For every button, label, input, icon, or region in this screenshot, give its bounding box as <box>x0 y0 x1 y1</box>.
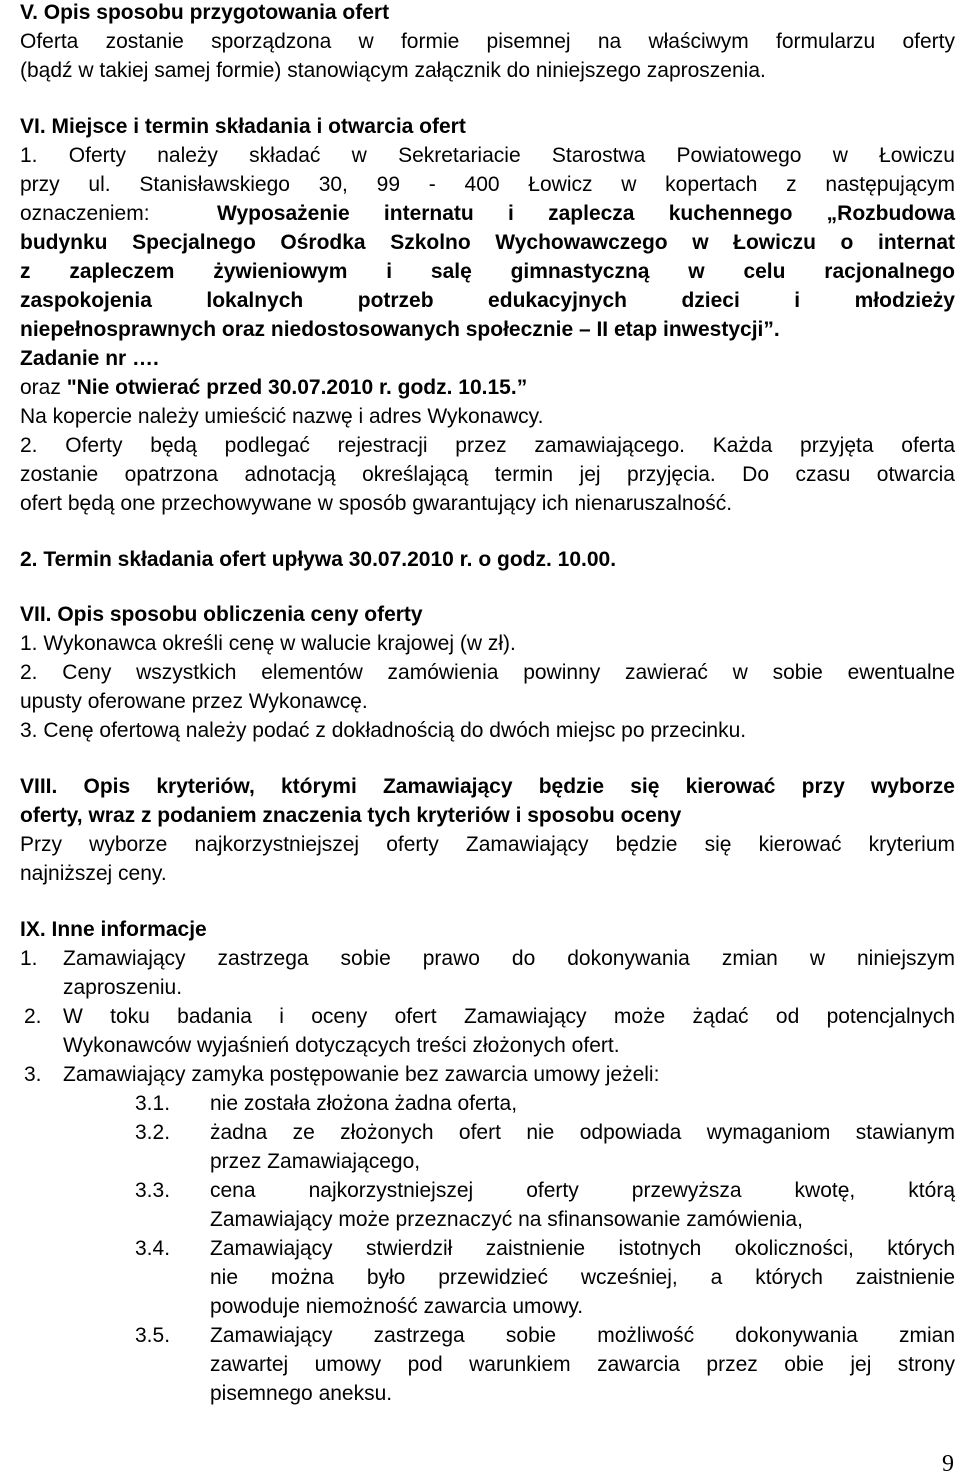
label-oznaczeniem: oznaczeniem: <box>20 202 150 225</box>
section-vi-line-4: budynku Specjalnego Ośrodka Szkolno Wychowawczego w Łowiczu o internat <box>20 231 955 254</box>
sub-item-3-5-line-1: Zamawiający zastrzega sobie możliwość dokonywania zmian <box>210 1324 955 1347</box>
sub-item-3-1-text: nie została złożona żadna oferta, <box>210 1092 518 1115</box>
sub-item-3-5-number: 3.5. <box>135 1324 171 1347</box>
sub-item-3-4-line-1: Zamawiający stwierdził zaistnienie istotnych okoliczności, których <box>210 1237 955 1260</box>
sub-item-3-2-number: 3.2. <box>135 1121 171 1144</box>
envelope-note <box>20 373 527 402</box>
section-vii-line-1: 1. Wykonawca określi cenę w walucie krajowej (w zł). <box>20 632 516 655</box>
sub-item-3-4-line-2: nie można było przewidzieć wcześniej, a których zaistnienie <box>210 1266 955 1289</box>
section-viii-line-2: najniższej ceny. <box>20 862 167 885</box>
section-v-line-1: Oferta zostanie sporządzona w formie pisemnej na właściwym formularzu oferty <box>20 30 955 53</box>
section-v-heading: V. Opis sposobu przygotowania ofert <box>20 1 390 24</box>
list-item-1-line-2: zaproszeniu. <box>63 976 183 999</box>
section-ix-heading: IX. Inne informacje <box>20 918 207 941</box>
list-item-2-line-2: Wykonawców wyjaśnień dotyczących treści złożonych ofert. <box>63 1034 620 1057</box>
sub-item-3-5-line-3: pisemnego aneksu. <box>210 1382 393 1405</box>
section-vi-line-2: przy ul. Stanisławskiego 30, 99 - 400 Łowicz w kopertach z następującym <box>20 173 955 196</box>
section-vi-line-3 <box>20 199 955 228</box>
section-vi-heading: VI. Miejsce i termin składania i otwarcia ofert <box>20 115 466 138</box>
list-item-1-number: 1. <box>20 947 38 970</box>
section-vi-line-11: 2. Oferty będą podlegać rejestracji przez zamawiającego. Każda przyjęta oferta <box>20 434 955 457</box>
section-viii-heading-2: oferty, wraz z podaniem znaczenia tych kryteriów i sposobu oceny <box>20 804 682 827</box>
sub-item-3-4-line-3: powoduje niemożność zawarcia umowy. <box>210 1295 584 1318</box>
section-viii-heading-1: VIII. Opis kryteriów, którymi Zamawiający będzie się kierować przy wyborze <box>20 775 955 798</box>
section-vii-line-3: upusty oferowane przez Wykonawcę. <box>20 690 368 713</box>
section-vi-line-1: 1. Oferty należy składać w Sekretariacie Starostwa Powiatowego w Łowiczu <box>20 144 955 167</box>
section-vi-line-13: ofert będą one przechowywane w sposób gwarantujący ich nienaruszalność. <box>20 492 733 515</box>
sub-item-3-4-number: 3.4. <box>135 1237 171 1260</box>
section-v-line-2: (bądź w takiej samej formie) stanowiącym załącznik do niniejszego zaproszenia. <box>20 59 766 82</box>
section-vi-line-7: niepełnosprawnych oraz niedostosowanych społecznie – II etap inwestycji”. <box>20 318 780 341</box>
section-vii-line-4: 3. Cenę ofertową należy podać z dokładnością do dwóch miejsc po przecinku. <box>20 719 747 742</box>
sub-item-3-2-line-2: przez Zamawiającego, <box>210 1150 421 1173</box>
section-vii-line-2: 2. Ceny wszystkich elementów zamówienia powinny zawierać w sobie ewentualne <box>20 661 955 684</box>
list-item-3-number: 3. <box>24 1063 42 1086</box>
list-item-2-line-1: W toku badania i oceny ofert Zamawiający może żądać od potencjalnych <box>63 1005 955 1028</box>
sub-item-3-3-number: 3.3. <box>135 1179 171 1202</box>
section-vi-line-6: zaspokojenia lokalnych potrzeb edukacyjnych dzieci i młodzieży <box>20 289 955 312</box>
envelope-note-bold: "Nie otwierać przed 30.07.2010 r. godz. 10.15.” <box>66 376 528 399</box>
list-item-3-line-1: Zamawiający zamyka postępowanie bez zawarcia umowy jeżeli: <box>63 1063 660 1086</box>
zadanie-nr: Zadanie nr …. <box>20 347 159 370</box>
deadline-line: 2. Termin składania ofert upływa 30.07.2010 r. o godz. 10.00. <box>20 548 617 571</box>
section-viii-line-1: Przy wyborze najkorzystniejszej oferty Zamawiający będzie się kierować kryterium <box>20 833 955 856</box>
section-vi-line-10: Na kopercie należy umieścić nazwę i adres Wykonawcy. <box>20 405 544 428</box>
sub-item-3-2-line-1: żadna ze złożonych ofert nie odpowiada wymaganiom stawianym <box>210 1121 955 1144</box>
section-vi-line-5: z zapleczem żywieniowym i salę gimnastyczną w celu racjonalnego <box>20 260 955 283</box>
label-title-part-1: Wyposażenie internatu i zaplecza kuchennego „Rozbudowa <box>217 202 955 225</box>
page-number: 9 <box>942 1451 954 1477</box>
section-vi-line-12: zostanie opatrzona adnotacją określającą termin jej przyjęcia. Do czasu otwarcia <box>20 463 955 486</box>
list-item-1-line-1: Zamawiający zastrzega sobie prawo do dokonywania zmian w niniejszym <box>63 947 955 970</box>
sub-item-3-5-line-2: zawartej umowy pod warunkiem zawarcia przez obie jej strony <box>210 1353 955 1376</box>
envelope-note-prefix: oraz <box>20 376 67 399</box>
sub-item-3-3-line-2: Zamawiający może przeznaczyć na sfinansowanie zamówienia, <box>210 1208 803 1231</box>
sub-item-3-1-number: 3.1. <box>135 1092 171 1115</box>
section-vii-heading: VII. Opis sposobu obliczenia ceny oferty <box>20 603 423 626</box>
list-item-2-number: 2. <box>24 1005 42 1028</box>
sub-item-3-3-line-1: cena najkorzystniejszej oferty przewyższa kwotę, którą <box>210 1179 955 1202</box>
